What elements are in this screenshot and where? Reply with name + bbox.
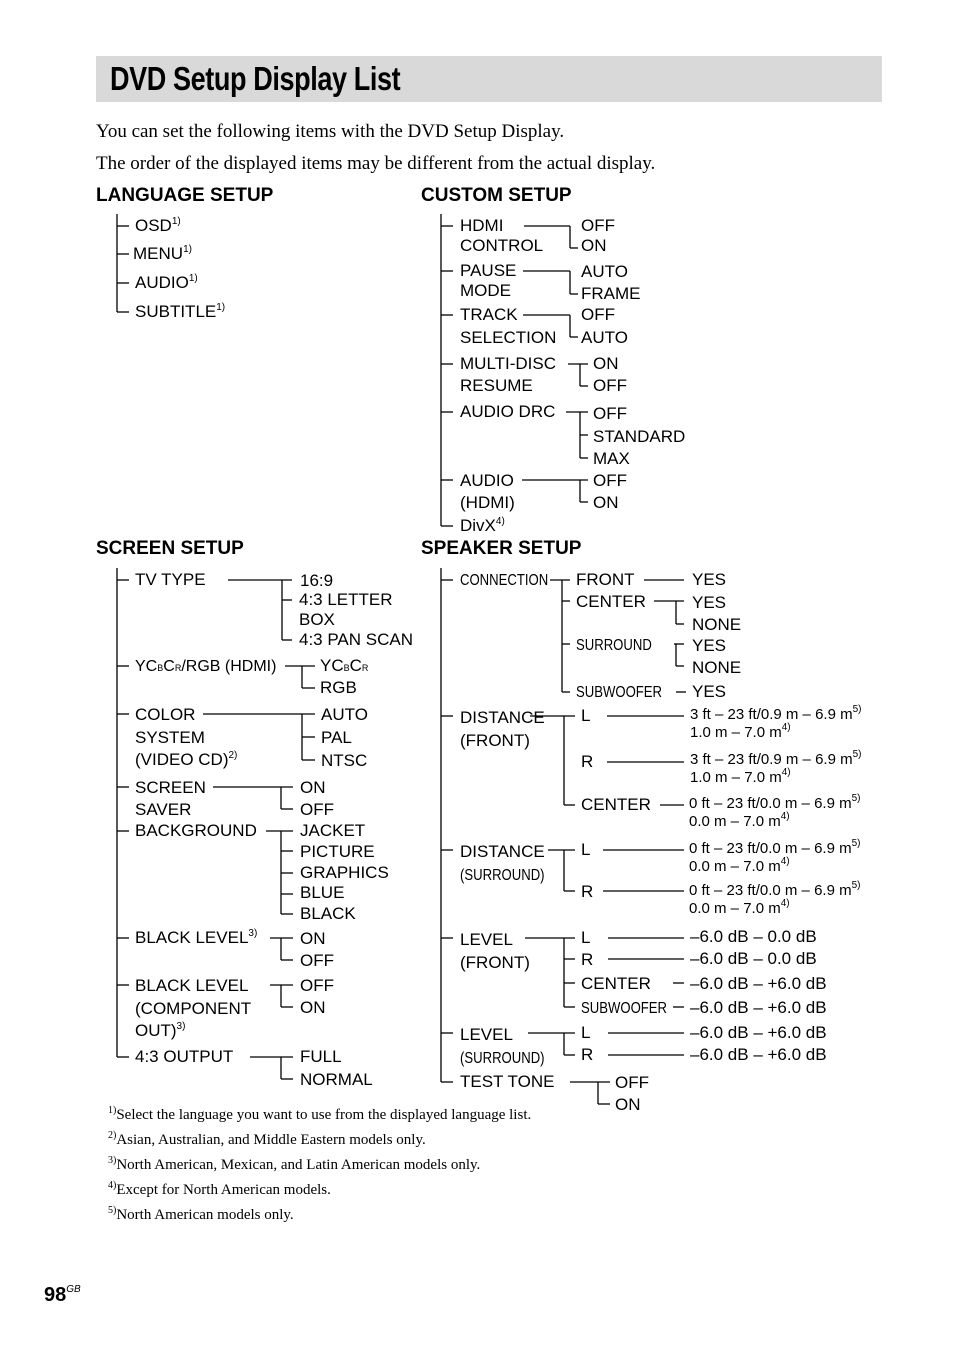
level-front-l-range: –6.0 dB – 0.0 dB: [690, 927, 817, 946]
distance-front-center-range: 0 ft – 23 ft/0.0 m – 6.9 $m^{5)}$ 0.0 m – 7.0 $m^{4)}$: [689, 793, 861, 830]
language-item-menu: MENU$^{1)}$: [133, 244, 192, 263]
screen-item-screen-saver: SCREEN SAVER: [135, 778, 206, 819]
footnote-4: $^{4)}$Except for North American models.: [108, 1180, 331, 1198]
distance-surround-r-range: 0 ft – 23 ft/0.0 m – 6.9 $m^{5)}$ 0.0 m – 7.0 $m^{4)}$: [689, 880, 861, 917]
level-surround-r-range: –6.0 dB – +6.0 dB: [690, 1045, 827, 1064]
level-surround-l-range: –6.0 dB – +6.0 dB: [690, 1023, 827, 1042]
test-tone-options: OFF ON: [615, 1073, 649, 1114]
distance-surround-r: R: [581, 882, 594, 901]
custom-item-audio-drc: AUDIO DRC: [460, 402, 556, 421]
distance-surround-l-range: 0 ft – 23 ft/0.0 m – 6.9 $m^{5)}$ 0.0 m – 7.0 $m^{4)}$: [689, 838, 861, 875]
connection-subwoofer-yes: YES: [692, 682, 727, 701]
footnote-2: $^{2)}$Asian, Australian, and Middle Eastern models only.: [108, 1130, 426, 1148]
speaker-item-connection: CONNECTION: [460, 572, 549, 589]
custom-item-pause-mode: PAUSE MODE: [460, 261, 517, 300]
connection-surround-label: SURROUND: [576, 637, 652, 654]
footnote-3: $^{3)}$North American, Mexican, and Latin American models only.: [108, 1155, 481, 1173]
connection-subwoofer-label: SUBWOOFER: [576, 684, 663, 701]
speaker-item-distance-front: DISTANCE (FRONT): [460, 708, 545, 750]
speaker-setup-heading: SPEAKER SETUP: [421, 538, 582, 559]
ycbcr-option-ycbcr: YCBCR: [320, 656, 369, 675]
screen-item-43-output: 4:3 OUTPUT: [135, 1047, 234, 1066]
background-options: JACKET PICTURE GRAPHICS BLUE BLACK: [300, 821, 389, 924]
level-front-r: R: [581, 950, 594, 969]
footnote-1: $^{1)}$Select the language you want to use from the displayed language list.: [108, 1105, 532, 1123]
level-front-center: CENTER: [581, 974, 651, 993]
screen-item-color-system: COLOR SYSTEM (VIDEO CD)$^{2)}$: [135, 705, 238, 769]
level-front-r-range: –6.0 dB – 0.0 dB: [690, 949, 817, 968]
tv-type-option-169: 16:9: [300, 571, 334, 590]
language-item-osd: OSD$^{1)}$: [135, 216, 181, 235]
connection-front-yes: YES: [692, 570, 727, 589]
distance-front-l-range: 3 ft – 23 ft/0.9 m – 6.9 $m^{5)}$ 1.0 m – 7.0 $m^{4)}$: [690, 704, 862, 741]
speaker-item-test-tone: TEST TONE: [460, 1072, 555, 1091]
screen-setup-heading: SCREEN SETUP: [96, 538, 244, 559]
connection-front-label: FRONT: [576, 570, 635, 589]
ycbcr-option-rgb: RGB: [320, 678, 357, 697]
screen-item-background: BACKGROUND: [135, 821, 257, 840]
intro-line-2: The order of the displayed items may be different from the actual display.: [96, 153, 656, 174]
language-item-audio: AUDIO$^{1)}$: [135, 273, 198, 292]
speaker-item-level-surround: LEVEL (SURROUND): [460, 1025, 545, 1067]
connection-center-label: CENTER: [576, 592, 646, 611]
level-front-center-range: –6.0 dB – +6.0 dB: [690, 974, 827, 993]
audio-drc-options: OFF STANDARD MAX: [593, 404, 686, 468]
screen-saver-options: ON OFF: [300, 778, 334, 819]
distance-surround-l: L: [581, 840, 591, 859]
level-front-l: L: [581, 928, 591, 947]
tv-type-option-letterbox: 4:3 LETTER BOX: [299, 590, 393, 629]
track-selection-options: OFF AUTO: [581, 305, 628, 347]
language-item-subtitle: SUBTITLE$^{1)}$: [135, 302, 226, 321]
hdmi-control-options: OFF ON: [581, 216, 615, 255]
page-number: $98^{GB}$: [44, 1284, 81, 1306]
multi-disc-options: ON OFF: [593, 354, 627, 395]
screen-item-ycbcr-rgb: YCBCR/RGB (HDMI): [135, 658, 277, 675]
audio-hdmi-options: OFF ON: [593, 471, 627, 512]
43-output-options: FULL NORMAL: [300, 1047, 373, 1089]
custom-setup-heading: CUSTOM SETUP: [421, 185, 572, 206]
custom-item-divx: DivX$^{4)}$: [460, 516, 505, 535]
level-front-subwoofer: SUBWOOFER: [581, 1000, 668, 1017]
color-system-options: AUTO PAL NTSC: [321, 705, 368, 770]
page-title: DVD Setup Display List: [110, 60, 401, 97]
screen-item-black-level-component: BLACK LEVEL (COMPONENT OUT)$^{3)}$: [135, 976, 252, 1040]
speaker-item-level-front: LEVEL (FRONT): [460, 930, 530, 972]
custom-item-multi-disc-resume: MULTI-DISC RESUME: [460, 354, 557, 395]
footnote-5: $^{5)}$North American models only.: [108, 1205, 294, 1223]
level-surround-r: R: [581, 1045, 594, 1064]
distance-front-r: R: [581, 752, 594, 771]
black-level-options: ON OFF: [300, 929, 334, 970]
intro-line-1: You can set the following items with the DVD Setup Display.: [96, 121, 565, 142]
screen-item-tv-type: TV TYPE: [135, 570, 206, 589]
speaker-item-distance-surround: DISTANCE (SURROUND): [460, 842, 545, 884]
level-front-subwoofer-range: –6.0 dB – +6.0 dB: [690, 998, 827, 1017]
screen-item-black-level: BLACK LEVEL$^{3)}$: [135, 928, 258, 947]
distance-front-l: L: [581, 706, 591, 725]
distance-front-center: CENTER: [581, 795, 651, 814]
language-setup-heading: LANGUAGE SETUP: [96, 185, 274, 206]
custom-item-audio-hdmi: AUDIO (HDMI): [460, 471, 515, 512]
connection-surround-options: YES NONE: [692, 636, 742, 677]
black-level-component-options: OFF ON: [300, 976, 334, 1017]
level-surround-l: L: [581, 1023, 591, 1042]
distance-front-r-range: 3 ft – 23 ft/0.9 m – 6.9 $m^{5)}$ 1.0 m – 7.0 $m^{4)}$: [690, 749, 862, 786]
custom-item-hdmi-control: HDMI CONTROL: [460, 216, 544, 255]
custom-item-track-selection: TRACK SELECTION: [460, 305, 557, 347]
connection-center-options: YES NONE: [692, 593, 742, 634]
tv-type-option-panscan: 4:3 PAN SCAN: [299, 630, 414, 649]
pause-mode-options: AUTO FRAME: [581, 262, 641, 303]
